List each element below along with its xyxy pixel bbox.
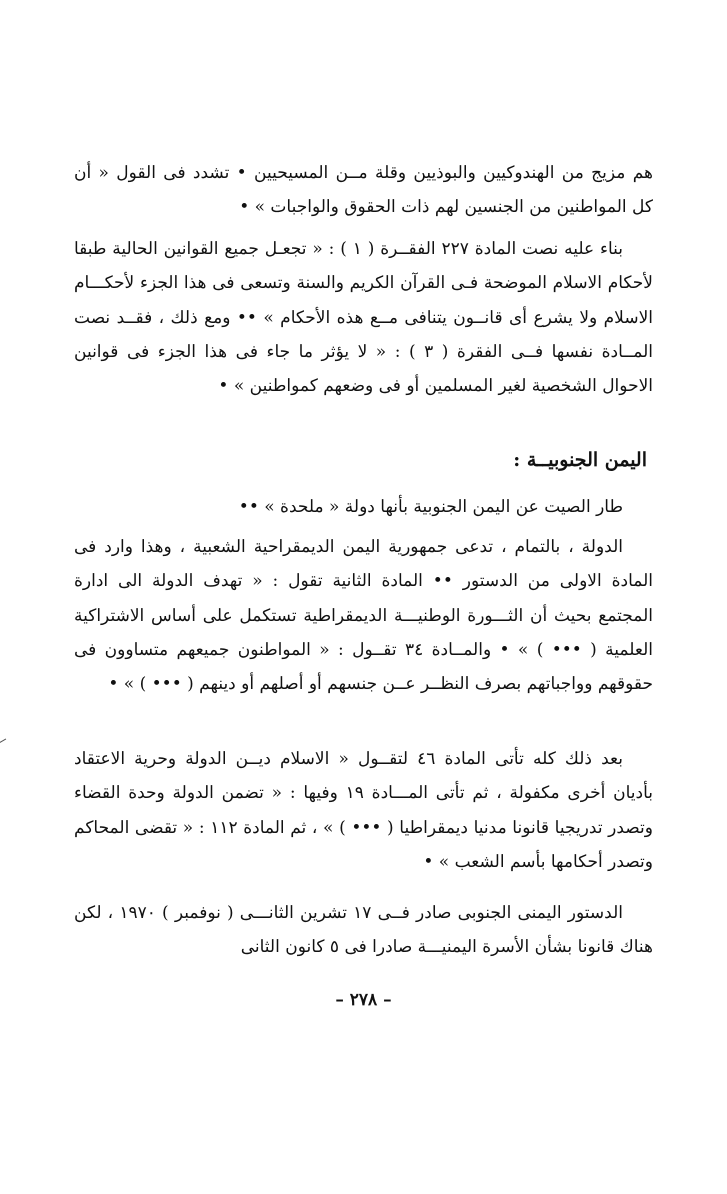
paragraph-atheist-reputation <box>74 490 653 524</box>
paragraph-text: هم مزيج من الهندوكيين والبوذيين وقلة مــن المسيحيين • تشدد فى القول « أن كل المواطنين من الجنسين لهم ذات الحقوق والواجبات » • <box>74 163 653 218</box>
paragraph-article-46 <box>74 742 653 879</box>
paragraph-constitution-articles <box>74 530 653 701</box>
scan-mark <box>0 738 9 748</box>
paragraph-text: الدولة ، بالتمام ، تدعى جمهورية اليمن الديمقراحية الشعبية ، وهذا وارد فى المادة الاولى من الدستور •• المادة الثانية تقول : « تهدف الدولة الى ادارة المجتمع بحيث أن الثـــورة الوطنيـــة الديمقراطية تستكمل على أساس الاشتراكية العلمية ( ••• ) » • والمــادة ٣٤ تقــول : « المواطنون جميعهم متساوون فى حقوقهم وواجباتهم بصرف النظــر عــن جنسهم أو أصلهم أو دينهم ( ••• ) » • <box>74 537 653 695</box>
paragraph-constitution-date <box>74 896 653 965</box>
paragraph-text: طار الصيت عن اليمن الجنوبية بأنها دولة « ملحدة » •• <box>238 497 623 517</box>
paragraph-text: بعد ذلك كله تأتى المادة ٤٦ لتقــول « الاسلام ديــن الدولة وحرية الاعتقاد بأديان أخرى مكفولة ، ثم تأتى المـــادة ١٩ وفيها : « تضمن الدولة وحدة القضاء وتصدر تدريجيا قانونا مدنيا ديمقراطيا ( ••• ) » ، ثم المادة ١١٢ : « تقضى المحاكم وتصدر أحكامها بأسم الشعب » • <box>74 749 653 872</box>
paragraph-text: بناء عليه نصت المادة ٢٢٧ الفقــرة ( ١ ) : « تجعـل جميع القوانين الحالية طبقا لأحكام الاسلام الموضحة فـى القرآن الكريم والسنة وتسعى فى هذا الجزء لأحكـــام الاسلام ولا يشرع أى قانــون يتنافى مــع هذه الأحكام » •• ومع ذلك ، فقــد نصت المــادة نفسها فــى الفقرة ( ٣ ) : « لا يؤثر ما جاء فى هذا الجزء فى قوانين الاحوال الشخصية لغير المسلمين أو فى وضعهم كمواطنين » • <box>74 239 653 397</box>
paragraph-hindu-buddhist-equality <box>74 156 653 225</box>
page-number: – ٢٧٨ – <box>335 990 392 1010</box>
paragraph-article-227 <box>74 232 653 403</box>
section-heading-south-yemen: اليمن الجنوبيــة : <box>513 449 647 471</box>
paragraph-text: الدستور اليمنى الجنوبى صادر فــى ١٧ تشرين الثانـــى ( نوفمبر ) ١٩٧٠ ، لكن هناك قانونا بشأن الأسرة اليمنيـــة صادرا فى ٥ كانون الثانى <box>74 903 653 958</box>
